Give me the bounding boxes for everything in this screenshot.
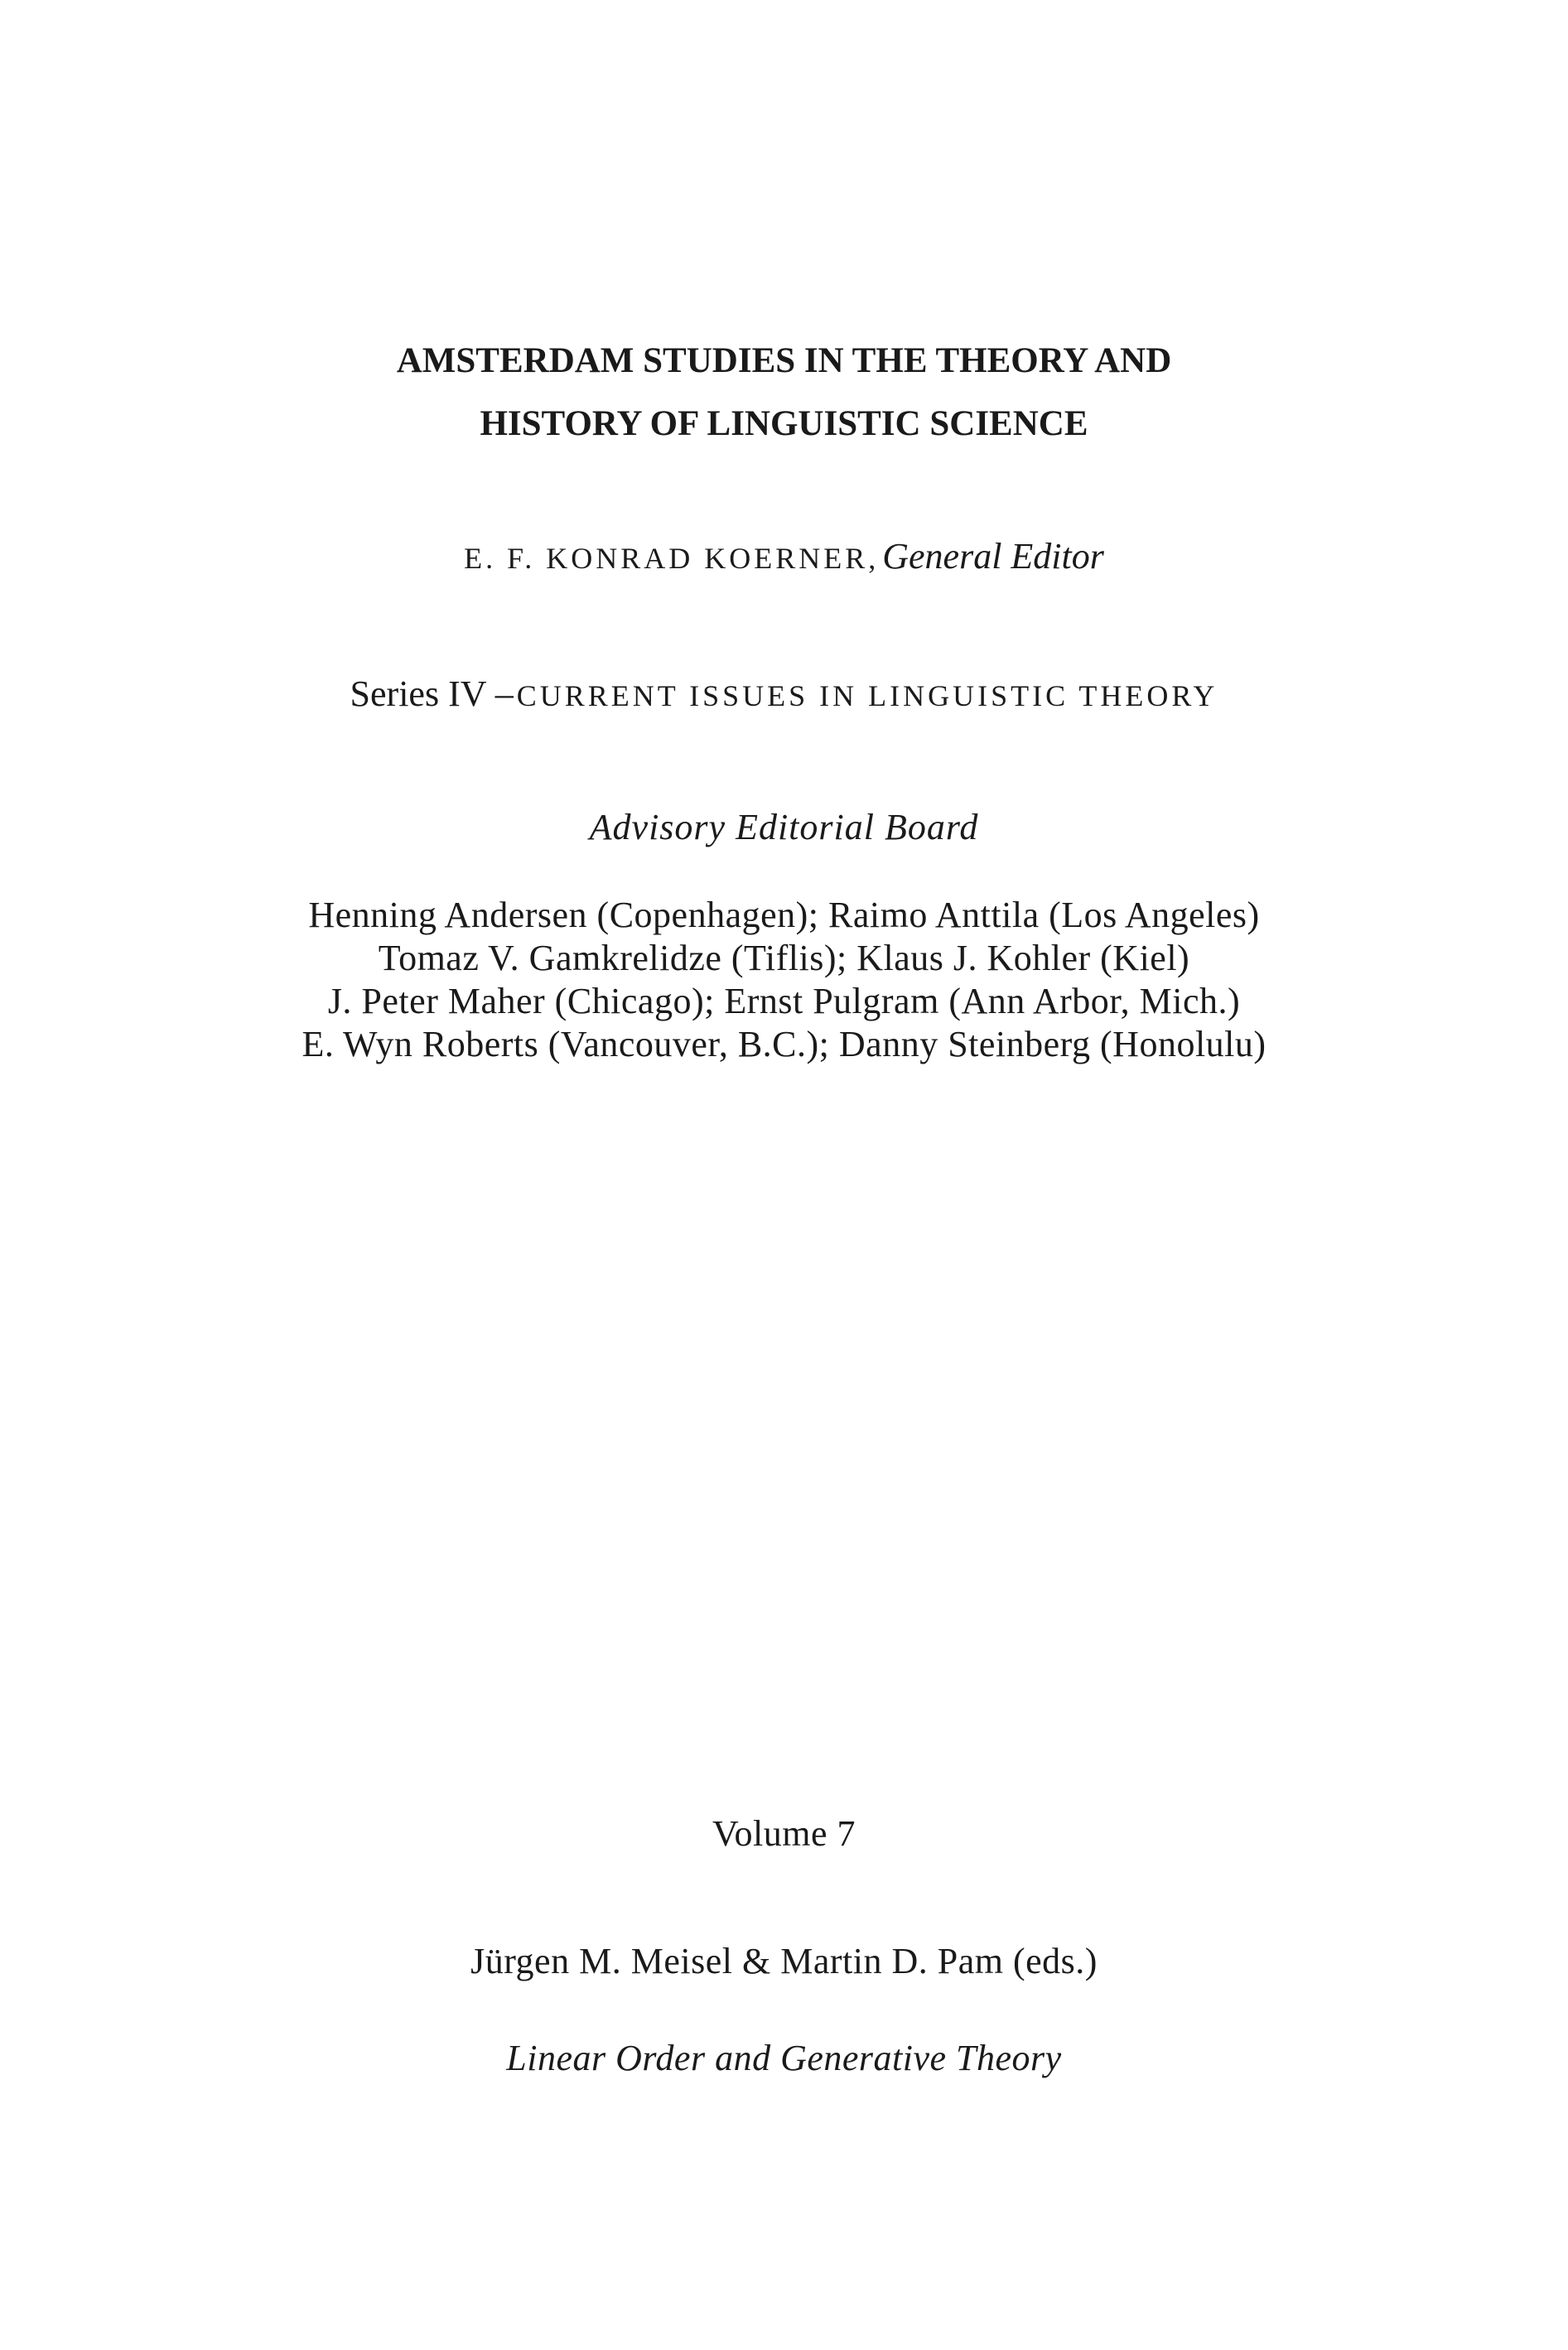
- volume-editors: Jürgen M. Meisel & Martin D. Pam (eds.): [470, 1941, 1098, 1981]
- advisory-board-line-3: J. Peter Maher (Chicago); Ernst Pulgram (Ann Arbor, Mich.): [327, 981, 1241, 1021]
- book-title: Linear Order and Generative Theory: [506, 2038, 1062, 2078]
- volume-number: Volume 7: [712, 1813, 856, 1854]
- advisory-board-heading: Advisory Editorial Board: [589, 807, 979, 847]
- series-title-line-1: AMSTERDAM STUDIES IN THE THEORY AND: [396, 341, 1172, 380]
- advisory-board-line-1: Henning Andersen (Copenhagen); Raimo Anttila (Los Angeles): [308, 895, 1260, 935]
- subseries-name: CURRENT ISSUES IN LINGUISTIC THEORY: [516, 679, 1218, 712]
- subseries-line: [0, 673, 1568, 714]
- series-title-line-2: HISTORY OF LINGUISTIC SCIENCE: [480, 404, 1088, 443]
- general-editor-role: General Editor: [882, 536, 1104, 577]
- general-editor-name: E. F. KONRAD KOERNER,: [464, 542, 880, 575]
- general-editor-line: [0, 538, 1568, 575]
- subseries-prefix: Series IV –: [350, 673, 514, 714]
- advisory-board-line-2: Tomaz V. Gamkrelidze (Tiflis); Klaus J. Kohler (Kiel): [378, 938, 1190, 978]
- advisory-board-line-4: E. Wyn Roberts (Vancouver, B.C.); Danny Steinberg (Honolulu): [302, 1024, 1266, 1064]
